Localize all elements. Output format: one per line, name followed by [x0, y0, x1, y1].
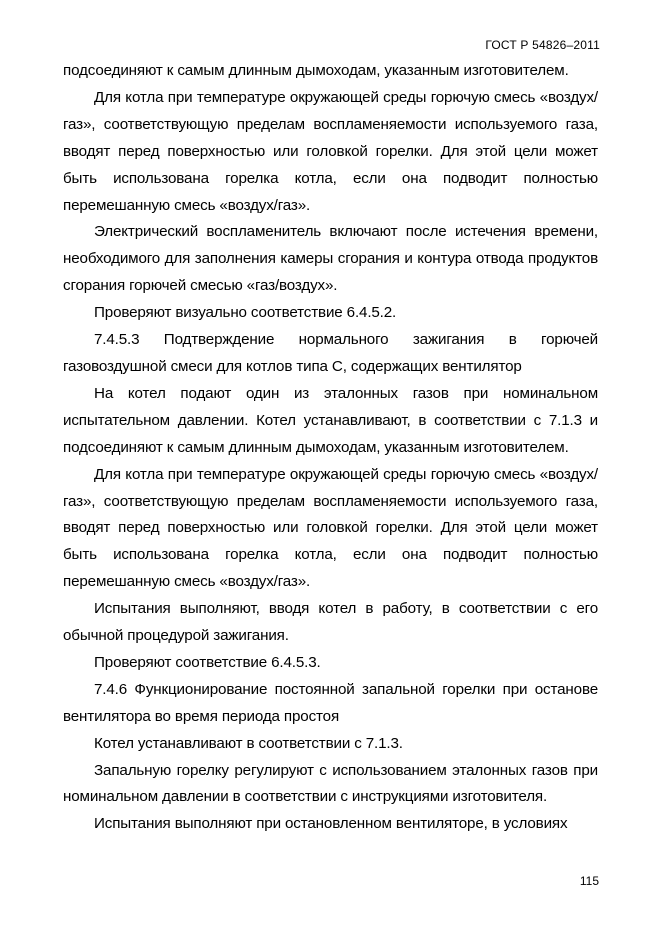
paragraph-visual-check: Проверяют визуально соответствие 6.4.5.2.	[94, 304, 397, 322]
paragraph-compliance-check: Проверяют соответствие 6.4.5.3.	[94, 653, 321, 671]
paragraph-continuation: подсоединяют к самым длинным дымоходам, указанным изготовителем.	[63, 62, 569, 79]
paragraph-pilot-burner-adjustment: Запальную горелку регулируют с использованием эталонных газов при номинальном давлении в соответствии с инструкциями изготовителя.	[63, 761, 598, 806]
paragraph-electric-igniter: Электрический воспламенитель включают после истечения времени, необходимого для заполнения камеры сгорания и контура отвода продуктов сгорания горючей смесью «газ/воздух».	[63, 223, 598, 295]
section-heading-7-4-5-3: 7.4.5.3 Подтверждение нормального зажигания в горючей газовоздушной смеси для котлов типа С, содержащих вентилятор	[63, 331, 598, 375]
paragraph-ignition-mixture: Для котла при температуре окружающей среды горючую смесь «воздух/газ», соответствующую пределам воспламеняемости используемого газа, вводят перед поверхностью или головкой горелки. Для этой цели может быть использована горелка котла, если она подводит полностью перемешанную смесь «воздух/газ».	[63, 88, 598, 214]
section-heading-7-4-6: 7.4.6 Функционирование постоянной запальной горелки при останове вентилятора во время периода простоя	[63, 680, 598, 725]
document-body	[63, 58, 598, 838]
paragraph-boiler-supply: На котел подают один из эталонных газов при номинальном испытательном давлении. Котел устанавливают, в соответствии с 7.1.3 и подсоединяют к самым длинным дымоходам, указанным изготовителем.	[63, 384, 598, 456]
page-number: 115	[579, 874, 599, 888]
paragraph-ignition-mixture-repeat: Для котла при температуре окружающей среды горючую смесь «воздух/газ», соответствующую пределам воспламеняемости используемого газа, вводят перед поверхностью или головкой горелки. Для этой цели может быть использована горелка котла, если она подводит полностью перемешанную смесь «воздух/газ».	[63, 465, 598, 591]
paragraph-boiler-installation: Котел устанавливают в соответствии с 7.1.3.	[94, 734, 403, 752]
paragraph-fan-stopped-test: Испытания выполняют при остановленном вентиляторе, в условиях	[94, 815, 568, 833]
paragraph-test-procedure: Испытания выполняют, вводя котел в работу, в соответствии с его обычной процедурой зажигания.	[63, 600, 598, 645]
document-header: ГОСТ Р 54826–2011	[485, 38, 600, 52]
